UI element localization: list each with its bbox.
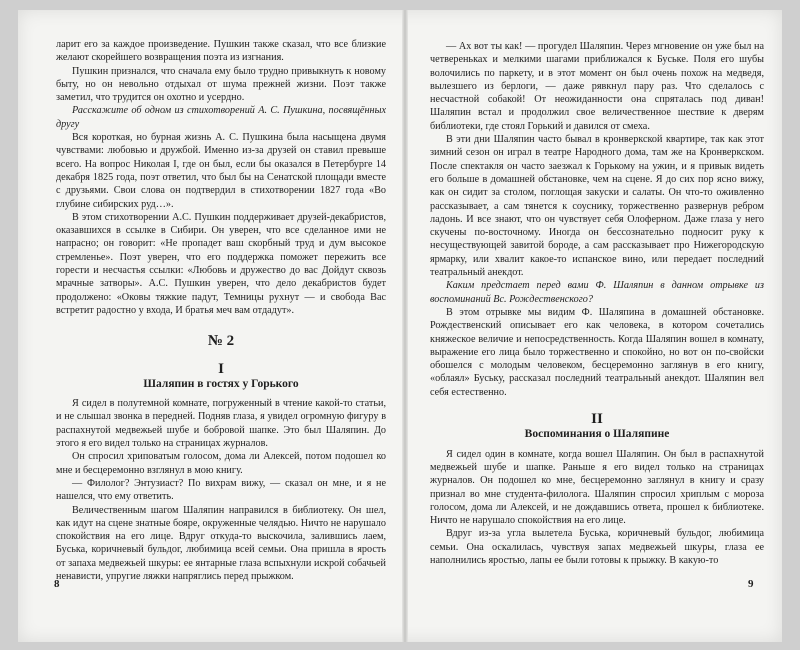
book-gutter	[402, 10, 408, 642]
chapter-title: Воспоминания о Шаляпине	[524, 428, 670, 441]
question-paragraph: Расскажите об одном из стихотворений А. С. Пушкина, посвящённых другу	[56, 105, 386, 130]
paragraph: В эти дни Шаляпин часто бывал в кронверкской квартире, так как этот зимний сезон он играл в театре Народного дома, там же на Кронверкском. После спектакля он часто заезжал к Горькому на ужин, и я привык видеть его больше в домашней обстановке, чем на сцене. Я до сих пор ясно вижу, как он сидит за столом, поглощая закуски и салаты. Он что-то оживленно рассказывает, а сам тянется к соуснику, торжественно развернув ребром ладонь. И все знают, что он чувствует себя Олоферном. Даже глаза у него скучены по-восточному. Иногда он бессознательно подносит руку к несуществующей завитой бороде, а сам рассказывает про Нижегородскую ярмарку, или хвалит какое-то испанское вино, или передает последний театральный анекдот.	[430, 134, 764, 279]
paragraph: Вся короткая, но бурная жизнь А. С. Пушкина была насыщена двумя чувствами: любовью и дружбой. Именно из-за друзей он ставил превыше всего. На вопрос Николая I, где он был, если бы оказался в Петербурге 14 декабря 1825 года, поэт ответил, что был бы на Сенатской площади вместе с друзьями. Свои слова он подтвердил в стихотворении 1827 года «Во глубине сибирских руд…».	[56, 132, 386, 210]
page-number-left: 8	[54, 578, 60, 590]
paragraph: Я сидел один в комнате, когда вошел Шаляпин. Он был в распахнутой медвежьей шубе и шапке. Раньше я его видел только на страницах журналов. Он подошел ко мне, бесцеремонно заглянул в книгу и сразу признал во мне студента-филолога. Шаляпин спросил хриплым с мороза голосом, дома ли Алексей, и не дождавшись ответа, прошел к библиотеке. Ничто не нарушало спокойствия на его лице.	[430, 448, 764, 527]
chapter-title: Шаляпин в гостях у Горького	[143, 377, 299, 390]
paragraph: В этом стихотворении А.С. Пушкин поддерживает друзей-декабристов, оказавшихся в ссылке в Сибири. Он уверен, что все сделанное ими не напрасно; он говорит: «Не пропадет ваш скорбный труд и дум высокое стремленье». Поэт уверен, что его поддержка поможет пережить все горести и несчастья ссылки: «Любовь и дружество до вас Дойдут сквозь мрачные затворы». А.С. Пушкин уверен, что дело декабристов будет продолжено: «Оковы тяжкие падут, Темницы рухнут — и свобода Вас встретит радостно у входа, И братья меч вам отдадут».	[56, 211, 386, 316]
paragraph: — Филолог? Энтузиаст? По вихрам вижу, — сказал он мне, и я не нашелся, что ему ответить.	[56, 477, 386, 503]
question-paragraph: Каким предстает перед вами Ф. Шаляпин в данном отрывке из воспоминаний Вс. Рождественского?	[430, 280, 764, 305]
paragraph: ларит его за каждое произведение. Пушкин также сказал, что все близкие желают скорейшего возвращения поэта из изгнания.	[56, 39, 386, 64]
paragraph: В этом отрывке мы видим Ф. Шаляпина в домашней обстановке. Рождественский описывает его как человека, в котором сочетались княжеское величие и непосредственность. Когда Шаляпин вошел в комнату, выражение его лица было торжественно и спокойно, но вот он по-свойски обошелся с молодым человеком, бесцеремонно заглянув в его книгу, «облаял» Буську, рассказал последний театральный анекдот. Шаляпин вел себя естественно.	[430, 306, 764, 398]
paragraph: Он спросил хриповатым голосом, дома ли Алексей, потом подошел ко мне и бесцеремонно взглянул в мою книгу.	[56, 451, 386, 476]
part-numeral: I	[218, 360, 224, 377]
paragraph: Вдруг из-за угла вылетела Буська, коричневый бульдог, любимица семьи. Она оскалилась, чувствуя запах медвежьей шкуры, глаза ее наполнились яростью, лапы ее были готовы к прыжку. В какую-то	[430, 528, 764, 566]
book-spread	[18, 10, 782, 642]
left-page	[56, 38, 386, 618]
paragraph: Я сидел в полутемной комнате, погруженный в чтение какой-то статьи, и не слышал звонка в передней. Подняв глаза, я увидел огромную фигуру в распахнутой медвежьей шубе и бобровой шапке. Это был Шаляпин. До этого я его видел только на страницах журналов.	[56, 398, 386, 450]
section-number: № 2	[207, 333, 235, 350]
page-number-right: 9	[748, 578, 754, 590]
paragraph: — Ах вот ты как! — прогудел Шаляпин. Через мгновение он уже был на четвереньках и мелкими шагами приближался к Буське. Поля его шубы волочились по паркету, и в этот момент он был очень похож на медведя, вылезшего из берлоги, — даже рявкнул пару раз. Что сделалось с несчастной собакой! От неожиданности она спряталась под диван! Шаляпин встал и продолжил свое величественное шествие к дверям библиотеки, где стоял Горький и давился от смеха.	[430, 41, 764, 132]
part-numeral: II	[591, 411, 603, 428]
paragraph: Величественным шагом Шаляпин направился в библиотеку. Он шел, как идут на сцене знатные бояре, окруженные челядью. Ничто не нарушало спокойствия на его лице. Вдруг откуда-то выскочила, залившись лаем, Буська, коричневый бульдог, любимица всей семьи. Она пришла в ярость от запаха медвежьей шкуры: ее янтарные глаза вспыхнули искрой собачьей ненависти, упругие ляжки напряглись перед прыжком.	[56, 504, 386, 582]
right-page	[430, 40, 764, 620]
paragraph: Пушкин признался, что сначала ему было трудно привыкнуть к новому быту, но он невольно отдыхал от шума прежней жизни. Поэт также заметил, что трудится он охотно и усердно.	[56, 65, 386, 104]
